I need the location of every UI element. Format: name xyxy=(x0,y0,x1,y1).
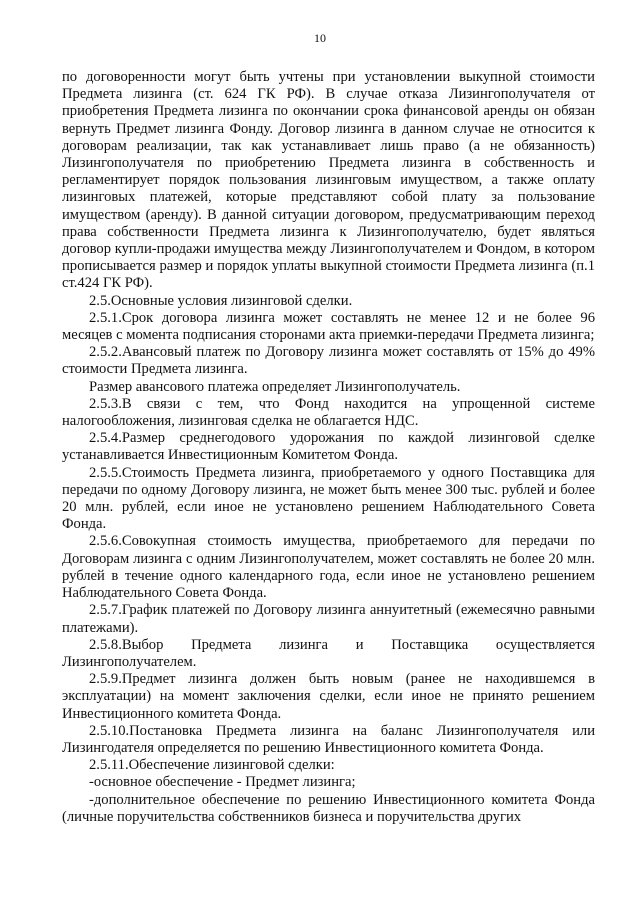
paragraph-continuation: по договоренности могут быть учтены при установлении выкупной стоимости Предмета лизинга (ст. 624 ГК РФ). В случае отказа Лизингополучателя от приобретения Предмета лизинга по окончании срока финансовой аренды он обязан вернуть Предмет лизинга Фонду. Договор лизинга в данном случае не относится к договорам реализации, так как устанавливает лишь право (а не обязанность) Лизингополучателя по приобретению Предмета лизинга в собственность и регламентирует порядок пользования лизинговым имуществом, а также оплату лизинговых платежей, которые представляют собой плату за пользование имуществом (аренду). В данной ситуации договором, предусматривающим переход права собственности Предмета лизинга к Лизингополучателю, будет являться договор купли-продажи имущества между Лизингополучателем и Фондом, в котором прописывается размер и порядок уплаты выкупной стоимости Предмета лизинга (п.1 ст.424 ГК РФ). xyxy=(62,69,595,292)
clause-2-5-7: 2.5.7.График платежей по Договору лизинга аннуитетный (ежемесячно равными платежами). xyxy=(62,602,595,636)
document-body xyxy=(62,69,595,826)
security-main-item: -основное обеспечение - Предмет лизинга; xyxy=(89,774,356,791)
clause-2-5-3: 2.5.3.В связи с тем, что Фонд находится на упрощенной системе налогообложения, лизинговая сделка не облагается НДС. xyxy=(62,395,595,430)
clause-2-5-2: 2.5.2.Авансовый платеж по Договору лизинга может составлять от 15% до 49% стоимости Предмета лизинга. xyxy=(62,344,595,378)
advance-payment-note: Размер авансового платежа определяет Лизингополучатель. xyxy=(89,378,461,395)
clause-2-5-10: 2.5.10.Постановка Предмета лизинга на баланс Лизингополучателя или Лизингодателя определяется по решению Инвестиционного комитета Фонда. xyxy=(62,722,595,756)
clause-2-5-6: 2.5.6.Совокупная стоимость имущества, приобретаемого для передачи по Договорам лизинга с одним Лизингополучателем, может составлять не более 20 млн. рублей в течение одного календарного года, если иное не установлено решением Наблюдательного Совета Фонда. xyxy=(62,533,595,602)
clause-2-5-4: 2.5.4.Размер среднегодового удорожания по каждой лизинговой сделке устанавливается Инвестиционным Комитетом Фонда. xyxy=(62,430,595,464)
clause-2-5-9: 2.5.9.Предмет лизинга должен быть новым (ранее не находившемся в эксплуатации) на момент заключения сделки, если иное не принято решением Инвестиционного комитета Фонда. xyxy=(62,671,595,722)
page-number: 10 xyxy=(314,31,326,45)
section-heading-2-5: 2.5.Основные условия лизинговой сделки. xyxy=(89,292,353,309)
security-additional-item: -дополнительное обеспечение по решению Инвестиционного комитета Фонда (личные поручительства собственников бизнеса и поручительства других xyxy=(62,791,595,825)
clause-2-5-8: 2.5.8.Выбор Предмета лизинга и Поставщика осуществляется Лизингополучателем. xyxy=(62,636,595,670)
clause-2-5-5: 2.5.5.Стоимость Предмета лизинга, приобретаемого у одного Поставщика для передачи по одному Договору лизинга, не может быть менее 300 тыс. рублей и более 20 млн. рублей, если иное не установлено решением Наблюдательного Совета Фонда. xyxy=(62,464,595,533)
clause-2-5-11: 2.5.11.Обеспечение лизинговой сделки: xyxy=(89,757,335,774)
clause-2-5-1: 2.5.1.Срок договора лизинга может составлять не менее 12 и не более 96 месяцев с момента подписания сторонами акта приемки-передачи Предмета лизинга; xyxy=(62,309,595,344)
